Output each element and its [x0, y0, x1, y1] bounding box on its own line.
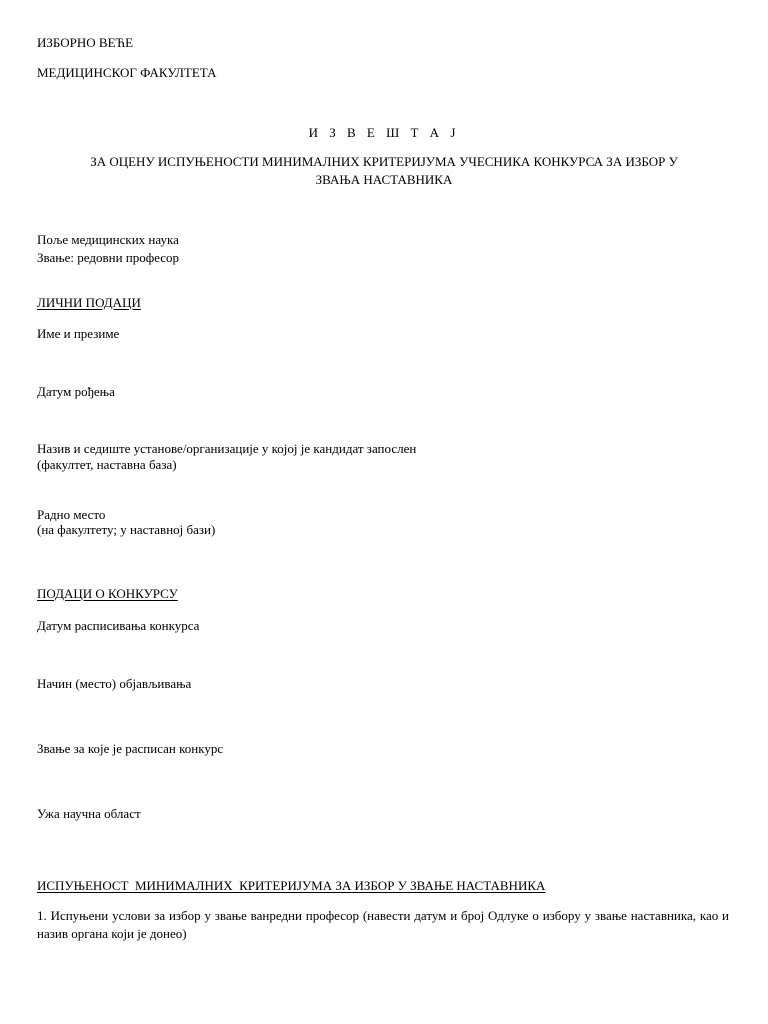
field-label: Поље медицинских наука [37, 232, 179, 247]
institution-label-line2: (факултет, наставна база) [37, 457, 177, 472]
rank-for-label: Звање за које је расписан конкурс [37, 741, 224, 756]
report-subtitle-line1: ЗА ОЦЕНУ ИСПУЊЕНОСТИ МИНИМАЛНИХ КРИТЕРИЈУМА УЧЕСНИКА КОНКУРСА ЗА ИЗБОР У [90, 154, 678, 169]
criteria-item-1: 1. Испуњени услови за избор у звање ванредни професор (навести датум и број Одлуке о избору у звање наставника, као и назив органа који је донео) [37, 908, 729, 941]
narrow-field-label: Ужа научна област [37, 806, 141, 821]
rank-label: Звање: редовни професор [37, 250, 180, 265]
name-label: Име и презиме [37, 326, 120, 341]
position-label-line1: Радно место [37, 507, 106, 522]
report-subtitle-line2: ЗВАЊА НАСТАВНИКА [315, 172, 453, 187]
personal-data-heading: ЛИЧНИ ПОДАЦИ [37, 295, 141, 310]
competition-heading: ПОДАЦИ О КОНКУРСУ [37, 586, 178, 601]
criteria-heading: ИСПУЊЕНОСТ МИНИМАЛНИХ КРИТЕРИЈУМА ЗА ИЗБОР У ЗВАЊЕ НАСТАВНИКА [37, 878, 546, 893]
birth-date-label: Датум рођења [37, 384, 115, 399]
report-title: И З В Е Ш Т А Ј [308, 125, 460, 140]
faculty-name: МЕДИЦИНСКОГ ФАКУЛТЕТА [37, 65, 217, 80]
council-name: ИЗБОРНО ВЕЋЕ [37, 35, 134, 50]
position-label-line2: (на факултету; у наставној бази) [37, 522, 216, 537]
publication-method-label: Начин (место) објављивања [37, 676, 192, 691]
announcement-date-label: Датум расписивања конкурса [37, 618, 200, 633]
institution-label-line1: Назив и седиште установе/организације у којој је кандидат запослен [37, 441, 417, 456]
